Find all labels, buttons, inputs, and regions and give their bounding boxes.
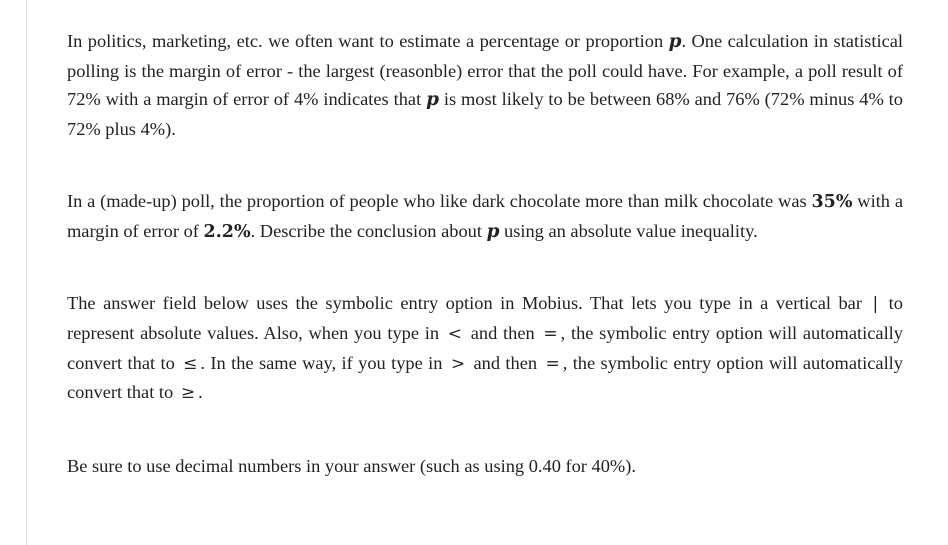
- instr-text-8: .: [198, 382, 203, 403]
- instr-text-3: and then: [465, 322, 541, 343]
- instr-text-5: . In the same way, if you type in: [200, 352, 448, 373]
- intro-paragraph: [67, 27, 903, 144]
- intro-text-1: In politics, marketing, etc. we often want to estimate a percentage or proportion: [67, 31, 669, 51]
- left-border-line: [26, 0, 27, 545]
- variable-p: p: [668, 31, 682, 52]
- instructions-paragraph: [67, 289, 903, 408]
- less-equal-symbol: ≤: [183, 353, 198, 374]
- question-content: [67, 27, 903, 481]
- intro-text-2: . One calculation in statistical polling is the margin of error - the largest (reasonble) error that the poll could have. For example, a poll result of 72% with a margin of error of 4% indicates that: [67, 31, 903, 110]
- equals-symbol: =: [543, 323, 558, 344]
- decimal-note-paragraph: [67, 452, 903, 481]
- variable-p: p: [426, 89, 439, 111]
- instr-text-1: The answer field below uses the symbolic entry option in Mobius. That lets you type in a vertical bar: [67, 293, 870, 314]
- margin-value: 2.2%: [203, 221, 251, 242]
- instr-text-6: and then: [468, 352, 543, 373]
- vertical-bar-symbol: |: [872, 294, 879, 315]
- greater-equal-symbol: ≥: [180, 383, 196, 404]
- problem-text-4: using an absolute value inequality.: [499, 220, 758, 241]
- greater-than-symbol: >: [450, 353, 466, 374]
- proportion-value: 35%: [811, 191, 853, 212]
- problem-text-2: with a margin of error of: [67, 190, 903, 241]
- equals-symbol: =: [545, 353, 560, 374]
- instr-text-7: , the symbolic entry option will automatically convert that to: [67, 352, 903, 403]
- instr-text-4: , the symbolic entry option will automatically convert that to: [67, 322, 903, 373]
- problem-text-1: In a (made-up) poll, the proportion of people who like dark chocolate more than milk chocolate was: [67, 190, 812, 211]
- intro-text-3: is most likely to be between 68% and 76% (72% minus 4% to 72% plus 4%).: [67, 89, 903, 140]
- less-than-symbol: <: [447, 323, 463, 344]
- problem-text-3: . Describe the conclusion about: [250, 220, 487, 241]
- instr-text-2: to represent absolute values. Also, when you type in: [67, 293, 903, 343]
- decimal-note-text: Be sure to use decimal numbers in your answer (such as using 0.40 for 40%).: [67, 456, 636, 477]
- problem-paragraph: [67, 187, 903, 246]
- variable-p: p: [486, 220, 500, 242]
